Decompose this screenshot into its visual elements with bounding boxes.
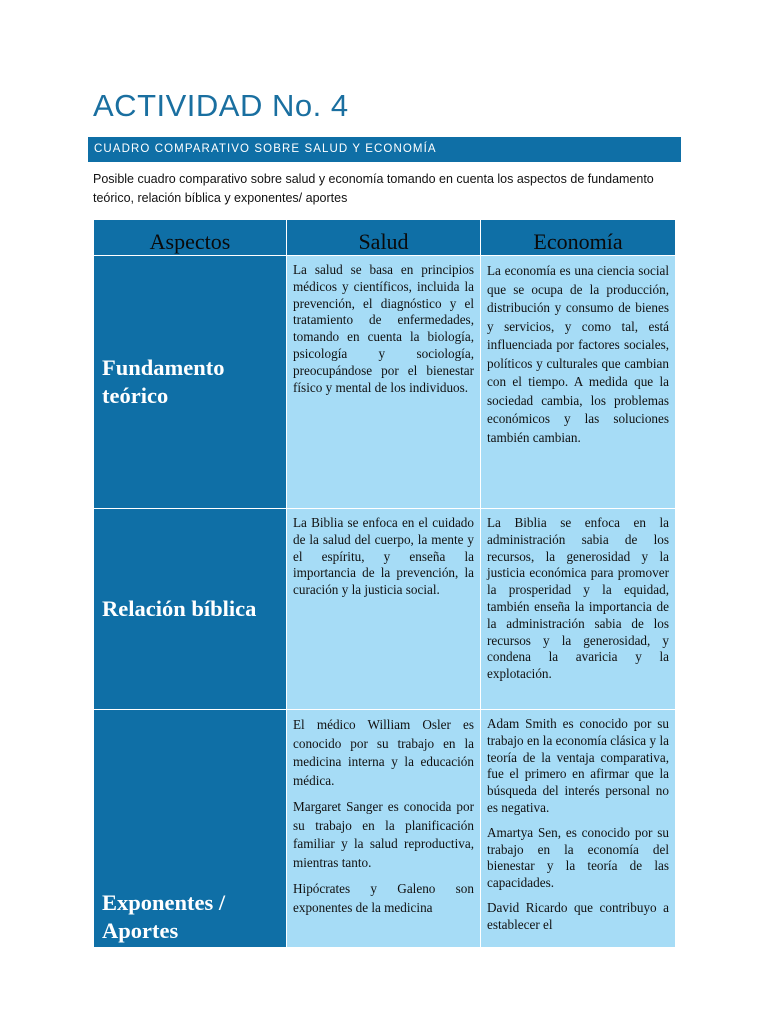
cell-economia-fundamento [481, 256, 676, 509]
aspect-label: Exponentes / Aportes [102, 890, 226, 943]
cell-paragraph: Amartya Sen, es conocido por su trabajo en la economía del bienestar y la teoría de las capacidades. [487, 824, 669, 891]
cell-paragraph: Hipócrates y Galeno son exponentes de la medicina [293, 881, 474, 915]
cell-paragraph: La Biblia se enfoca en la administración sabia de los recursos, la generosidad y la justicia económica para promover la prosperidad y la equidad, también enseña la importancia de la administración sabia de los recursos y la generosidad, y condena la avaricia y la explotación. [487, 515, 669, 682]
header-aspectos: Aspectos [94, 220, 287, 256]
cell-paragraph: La economía es una ciencia social que se ocupa de la producción, distribución y consumo de bienes y servicios, y como tal, está influenciada por factores sociales, políticos y culturales que cambian con el tiempo. A medida que la sociedad cambia, los problemas económicos y las soluciones también cambian. [487, 263, 669, 445]
cell-economia-relacion [481, 509, 676, 710]
cell-paragraph: La Biblia se enfoca en el cuidado de la salud del cuerpo, la mente y el espíritu, y enseña la importancia de la prevención, la curación y la justicia social. [293, 515, 474, 598]
cell-paragraph: David Ricardo que contribuyo a establecer el [487, 899, 669, 932]
page-title: ACTIVIDAD No. 4 [93, 88, 349, 123]
comparison-table [93, 219, 676, 948]
cell-salud-exponentes [287, 710, 481, 948]
cell-economia-exponentes [481, 710, 676, 948]
header-salud: Salud [287, 220, 481, 256]
table-row [94, 710, 676, 948]
header-economia: Economía [481, 220, 676, 256]
cell-salud-relacion [287, 509, 481, 710]
aspect-fundamento-teorico: Fundamento teórico [94, 256, 287, 509]
intro-paragraph: Posible cuadro comparativo sobre salud y economía tomando en cuenta los aspectos de fundamento teórico, relación bíblica y exponentes/ aportes [93, 172, 654, 205]
section-banner: CUADRO COMPARATIVO SOBRE SALUD Y ECONOMÍA [88, 137, 681, 162]
table-row [94, 256, 676, 509]
cell-paragraph: La salud se basa en principios médicos y científicos, incluida la prevención, el diagnóstico y el tratamiento de enfermedades, tomando en cuenta la biología, psicología y sociología, preocupándose por el bienestar físico y mental de los individuos. [293, 262, 474, 395]
aspect-exponentes-aportes [94, 710, 287, 948]
cell-paragraph: Adam Smith es conocido por su trabajo en la economía clásica y la teoría de la ventaja comparativa, fue el primero en afirmar que la búsqueda del interés personal no es negativa. [487, 716, 669, 815]
cell-salud-fundamento [287, 256, 481, 509]
cell-paragraph: El médico William Osler es conocido por su trabajo en la medicina interna y la educación médica. [293, 717, 474, 788]
table-header-row [94, 220, 676, 256]
cell-paragraph: Margaret Sanger es conocida por su trabajo en la planificación familiar y la salud reproductiva, mientras tanto. [293, 799, 474, 870]
aspect-relacion-biblica: Relación bíblica [94, 509, 287, 710]
table-row [94, 509, 676, 710]
